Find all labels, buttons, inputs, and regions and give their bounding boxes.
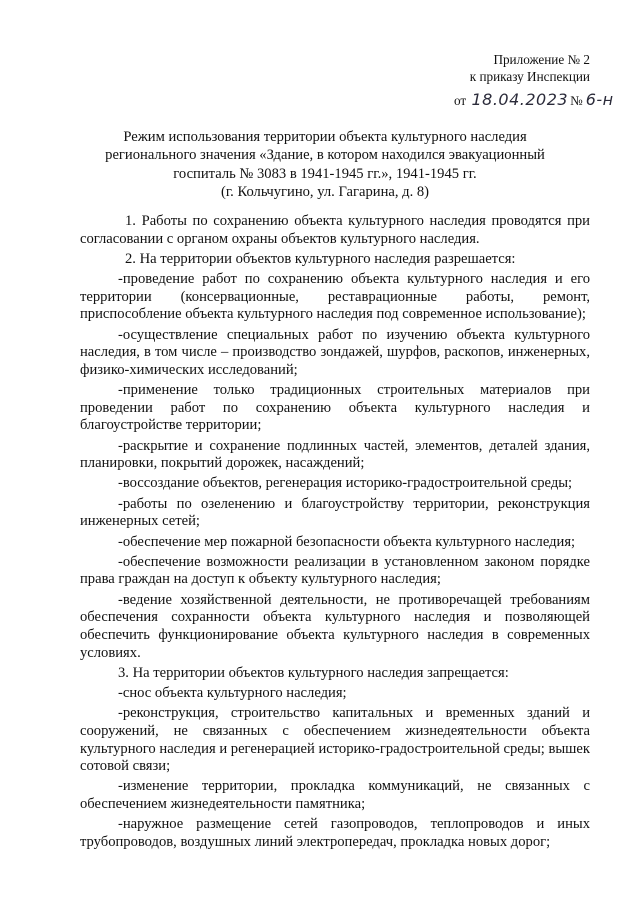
- permitted-item: -раскрытие и сохранение подлинных частей, элементов, деталей здания, планировки, покрытий дорожек, насаждений;: [80, 437, 590, 472]
- handwritten-order-number: 6-н: [585, 90, 614, 109]
- prohibited-item: -реконструкция, строительство капитальных и временных зданий и сооружений, не связанных с обеспечением жизнедеятельности объекта культурного наследия и регенерацией историко-градостроительной среды; вышек сотовой связи;: [80, 705, 590, 775]
- paragraph-3: 3. На территории объектов культурного наследия запрещается:: [118, 664, 509, 681]
- order-date-prefix: от: [454, 93, 467, 108]
- title-address: (г. Кольчугино, ул. Гагарина, д. 8): [220, 183, 430, 200]
- order-number-label: №: [570, 93, 583, 108]
- title-line-1: Режим использования территории объекта культурного наследия: [123, 129, 527, 145]
- document-body: [80, 213, 590, 854]
- title-line-3: госпиталь № 3083 в 1941-1945 гг.», 1941-1945 гг.: [173, 165, 477, 182]
- prohibited-item: -изменение территории, прокладка коммуникаций, не связанных с обеспечением жизнедеятельности памятника;: [80, 778, 590, 813]
- prohibited-item: -снос объекта культурного наследия;: [118, 685, 347, 702]
- permitted-item: -применение только традиционных строительных материалов при проведении работ по сохранению объекта культурного наследия и благоустройстве территории;: [80, 382, 590, 434]
- paragraph-1: 1. Работы по сохранению объекта культурного наследия проводятся при согласовании с органом охраны объектов культурного наследия.: [80, 213, 590, 247]
- paragraph-2: 2. На территории объектов культурного наследия разрешается:: [125, 250, 516, 267]
- appendix-header: [470, 51, 590, 85]
- permitted-item: -обеспечение возможности реализации в установленном законом порядке права граждан на доступ к объекту культурного наследия;: [80, 553, 590, 588]
- permitted-item: -обеспечение мер пожарной безопасности объекта культурного наследия;: [118, 533, 576, 550]
- title-line-2: регионального значения «Здание, в котором находился эвакуационный: [105, 147, 545, 164]
- appendix-label: Приложение № 2: [493, 52, 590, 67]
- order-date-line: [454, 90, 614, 109]
- permitted-item: -осуществление специальных работ по изучению объекта культурного наследия, в том числе – производство зондажей, шурфов, раскопов, инженерных, физико-химических исследований;: [80, 326, 590, 378]
- permitted-item: -проведение работ по сохранению объекта культурного наследия и его территории (консервационные, реставрационные работы, ремонт, приспособление объекта культурного наследия под современное использование);: [80, 271, 590, 323]
- handwritten-order-date: 18.04.2023: [471, 90, 569, 109]
- permitted-item: -работы по озеленению и благоустройству территории, реконструкция инженерных сетей;: [80, 495, 590, 530]
- permitted-item: -воссоздание объектов, регенерация историко-градостроительной среды;: [118, 475, 573, 492]
- appendix-order-reference: к приказу Инспекции: [469, 69, 590, 84]
- permitted-item: -ведение хозяйственной деятельности, не противоречащей требованиям обеспечения сохранности объекта культурного наследия и позволяющей обеспечить функционирование объекта культурного наследия в современных условиях.: [80, 591, 590, 661]
- document-title: [60, 128, 590, 201]
- prohibited-item: -наружное размещение сетей газопроводов, теплопроводов и иных трубопроводов, воздушных линий электропередач, прокладка новых дорог;: [80, 816, 590, 850]
